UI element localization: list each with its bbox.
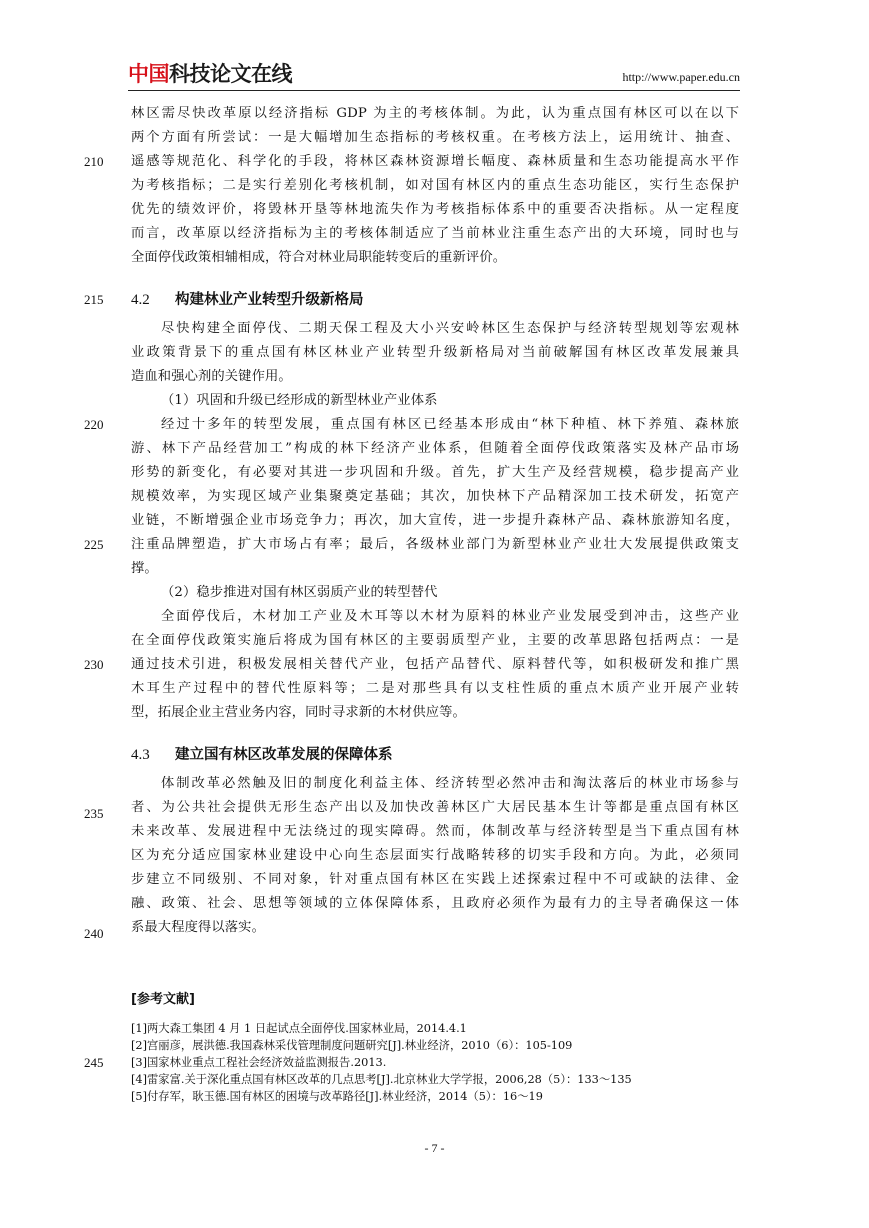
- section-number: 4.2: [131, 292, 150, 308]
- reference-item: [1]两大森工集团 4 月 1 日起试点全面停伐.国家林业局，2014.4.1: [131, 1022, 467, 1035]
- p5-line-2: 者、为公共社会提供无形生态产出以及加快改善林区广大居民基本生计等都是重点国有林区: [131, 800, 739, 815]
- line-number: 230: [84, 657, 104, 672]
- subheading-2: （2）稳步推进对国有林区弱质产业的转型替代: [161, 585, 438, 600]
- reference-item: [4]雷家富.关于深化重点国有林区改革的几点思考[J].北京林业大学学报，2006,28（5）：133～135: [131, 1073, 632, 1086]
- line-number: 240: [84, 926, 104, 941]
- line-number: 245: [84, 1055, 104, 1070]
- section-number: 4.3: [131, 747, 150, 763]
- p5-line-5: 步建立不同级别、不同对象，针对重点国有林区在实践上述探索过程中不可或缺的法律、金: [131, 872, 739, 887]
- p4-line-1: 全面停伐后，木材加工产业及木耳等以木材为原料的林业产业发展受到冲击，这些产业: [161, 609, 739, 624]
- p3-line-4: 规模效率，为实现区域产业集聚奠定基础；其次，加快林下产品精深加工技术研发，拓宽产: [131, 489, 739, 504]
- line-number: 220: [84, 417, 104, 432]
- p1-line-1: 林区需尽快改革原以经济指标 GDP 为主的考核体制。为此，认为重点国有林区可以在以下: [131, 106, 739, 121]
- p1-line-6: 而言，改革原以经济指标为主的考核体制适应了当前林业注重生态产出的大环境，同时也与: [131, 226, 739, 241]
- p4-line-4: 木耳生产过程中的替代性原料等；二是对那些具有以支柱性质的重点木质产业开展产业转: [131, 681, 739, 696]
- p1-line-4: 为考核指标；二是实行差别化考核机制，如对国有林区内的重点生态功能区，实行生态保护: [131, 178, 739, 193]
- p5-line-4: 区为充分适应国家林业建设中心向生态层面实行战略转移的切实手段和方向。为此，必须同: [131, 848, 739, 863]
- page-header: [128, 60, 740, 91]
- p4-line-5: 型，拓展企业主营业务内容，同时寻求新的木材供应等。: [131, 705, 466, 720]
- section-heading-4-3: [131, 740, 393, 768]
- p5-line-1: 体制改革必然触及旧的制度化利益主体、经济转型必然冲击和淘汰落后的林业市场参与: [161, 776, 739, 791]
- line-number: 235: [84, 806, 104, 821]
- p3-line-7: 撑。: [131, 561, 158, 576]
- p1-line-3: 遥感等规范化、科学化的手段，将林区森林资源增长幅度、森林质量和生态功能提高水平作: [131, 154, 739, 169]
- p3-line-3: 形势的新变化，有必要对其进一步巩固和升级。首先，扩大生产及经营规模，稳步提高产业: [131, 465, 739, 480]
- p4-line-2: 在全面停伐政策实施后将成为国有林区的主要弱质型产业，主要的改革思路包括两点：一是: [131, 633, 739, 648]
- site-url[interactable]: http://www.paper.edu.cn: [622, 70, 740, 84]
- p2-line-3: 造血和强心剂的关键作用。: [131, 369, 292, 384]
- references-heading: [参考文献]: [131, 992, 195, 1007]
- p3-line-5: 业链，不断增强企业市场竞争力；再次，加大宣传，进一步提升森林产品、森林旅游知名度，: [131, 513, 739, 528]
- page-number: - 7 -: [424, 1141, 445, 1155]
- logo-red-text: 中国: [128, 62, 169, 86]
- p1-line-2: 两个方面有所尝试：一是大幅增加生态指标的考核权重。在考核方法上，运用统计、抽查、: [131, 130, 739, 145]
- subheading-1: （1）巩固和升级已经形成的新型林业产业体系: [161, 393, 438, 408]
- reference-item: [2]宫丽彦，展洪德.我国森林采伐管理制度问题研究[J].林业经济，2010（6）：105-109: [131, 1039, 573, 1052]
- line-number: 210: [84, 154, 104, 169]
- section-title: 建立国有林区改革发展的保障体系: [175, 747, 393, 763]
- section-heading-4-2: [131, 285, 364, 313]
- p1-line-7: 全面停伐政策相辅相成，符合对林业局职能转变后的重新评价。: [131, 250, 507, 265]
- p3-line-6: 注重品牌塑造，扩大市场占有率；最后，各级林业部门为新型林业产业壮大发展提供政策支: [131, 537, 739, 552]
- logo-dark-text: 科技论文在线: [169, 62, 292, 86]
- p4-line-3: 通过技术引进，积极发展相关替代产业，包括产品替代、原料替代等，如积极研发和推广黑: [131, 657, 739, 672]
- section-title: 构建林业产业转型升级新格局: [175, 292, 364, 308]
- reference-item: [3]国家林业重点工程社会经济效益监测报告.2013.: [131, 1056, 387, 1069]
- site-logo: [128, 60, 292, 88]
- p5-line-6: 融、政策、社会、思想等领域的立体保障体系，且政府必须作为最有力的主导者确保这一体: [131, 896, 739, 911]
- line-number: 225: [84, 537, 104, 552]
- reference-item: [5]付存军，耿玉德.国有林区的困境与改革路径[J].林业经济，2014（5）：16～19: [131, 1090, 543, 1103]
- line-number: 215: [84, 292, 104, 307]
- p1-line-5: 优先的绩效评价，将毁林开垦等林地流失作为考核指标体系中的重要否决指标。从一定程度: [131, 202, 739, 217]
- p2-line-1: 尽快构建全面停伐、二期天保工程及大小兴安岭林区生态保护与经济转型规划等宏观林: [161, 321, 739, 336]
- p2-line-2: 业政策背景下的重点国有林区林业产业转型升级新格局对当前破解国有林区改革发展兼具: [131, 345, 739, 360]
- p5-line-7: 系最大程度得以落实。: [131, 920, 265, 935]
- p3-line-1: 经过十多年的转型发展，重点国有林区已经基本形成由“林下种植、林下养殖、森林旅: [161, 417, 739, 432]
- p3-line-2: 游、林下产品经营加工”构成的林下经济产业体系，但随着全面停伐政策落实及林产品市场: [131, 441, 739, 456]
- p5-line-3: 未来改革、发展进程中无法绕过的现实障碍。然而，体制改革与经济转型是当下重点国有林: [131, 824, 739, 839]
